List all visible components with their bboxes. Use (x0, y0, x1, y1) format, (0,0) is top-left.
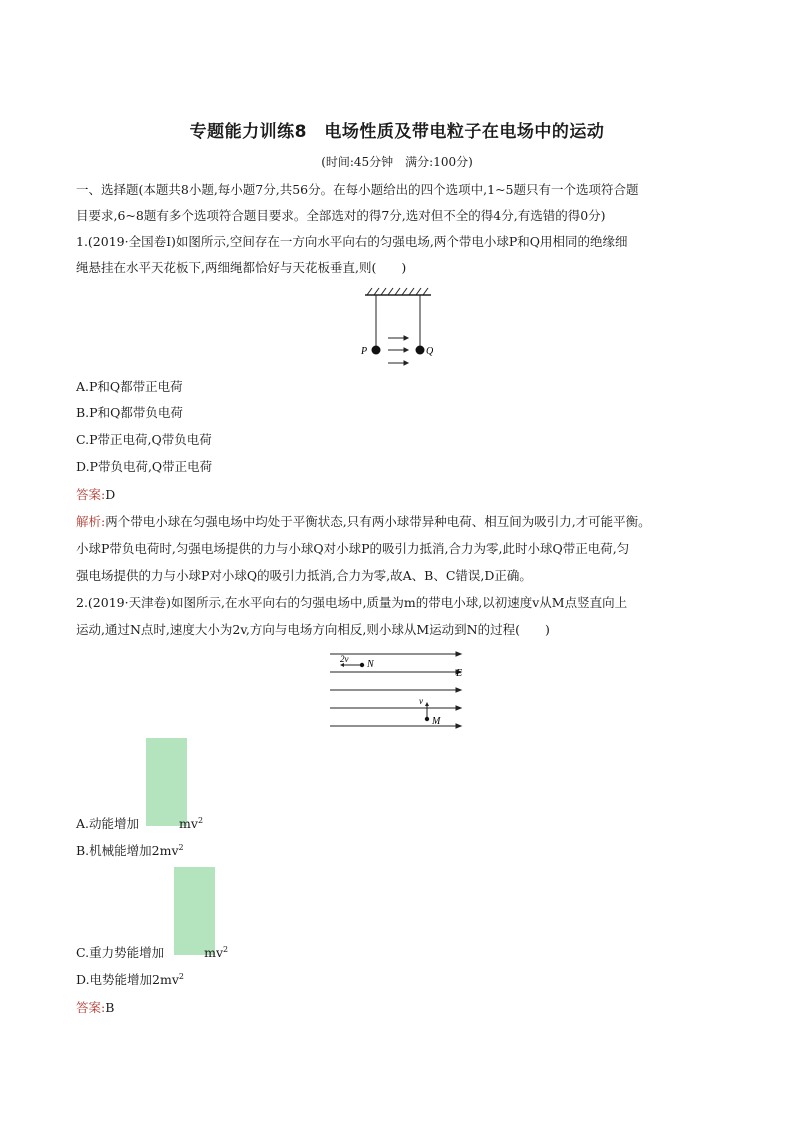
answer-label: 答案: (76, 487, 106, 502)
ball-q (416, 346, 425, 355)
q1-answer (76, 486, 115, 504)
q2-option-d: D.电势能增加$2mv^2$ (76, 971, 185, 987)
label-q: Q (426, 346, 434, 357)
point-n (360, 663, 364, 667)
q2-stem-line-1: 2.(2019·天津卷)如图所示,在水平向右的匀强电场中,质量为m的带电小球,以初速度v从M点竖直向上 (76, 595, 628, 610)
analysis-label: 解析: (76, 514, 106, 529)
label-n: N (367, 659, 374, 670)
q1-analysis-line-2: 小球P带负电荷时,匀强电场提供的力与小球Q对小球P的吸引力抵消,合力为零,此时小球Q带正电荷,匀 (76, 541, 630, 556)
label-2v: 2v (340, 654, 349, 664)
q1-analysis-line-3: 强电场提供的力与小球P对小球Q的吸引力抵消,合力为零,故A、B、C错误,D正确。 (76, 568, 532, 583)
q2-option-b: B.机械能增加$2mv^2$ (76, 842, 184, 858)
q1-analysis-line-1 (76, 513, 651, 531)
answer-value: B (105, 1000, 115, 1015)
q1-stem-line-2: 绳悬挂在水平天花板下,两细绳都恰好与天花板垂直,则( ) (76, 260, 407, 275)
formula-placeholder-c (174, 867, 215, 955)
answer-value: D (105, 487, 116, 502)
q1-option-c: C.P带正电荷,Q带负电荷 (76, 432, 212, 447)
label-p: P (361, 346, 368, 357)
label-e: E (456, 668, 463, 679)
page-title: 专题能力训练8 电场性质及带电粒子在电场中的运动 (189, 122, 605, 142)
q1-pendulum-figure (355, 286, 445, 372)
answer-label: 答案: (76, 1000, 106, 1015)
q2-option-c: C.重力势能增加 $mv^2$ (76, 944, 229, 960)
label-m: M (432, 716, 441, 727)
q1-option-a: A.P和Q都带正电荷 (76, 379, 183, 394)
q2-field-figure (326, 650, 470, 732)
page-subtitle: (时间:45分钟 满分:100分) (321, 155, 473, 169)
q2-option-a: A.动能增加 $mv^2$ (76, 815, 204, 831)
q1-option-b: B.P和Q都带负电荷 (76, 405, 183, 420)
ball-p (372, 346, 381, 355)
q1-stem-line-1: 1.(2019·全国卷Ⅰ)如图所示,空间存在一方向水平向右的匀强电场,两个带电小球P和Q用相同的绝缘细 (76, 234, 628, 249)
q2-stem-line-2: 运动,通过N点时,速度大小为2v,方向与电场方向相反,则小球从M运动到N的过程( ) (76, 622, 550, 637)
velocity-v-arrow (425, 702, 429, 706)
analysis-text-1: 两个带电小球在匀强电场中均处于平衡状态,只有两小球带异种电荷、相互间为吸引力,才可能平衡。 (105, 514, 651, 529)
section-intro-line-1: 一、选择题(本题共8小题,每小题7分,共56分。在每小题给出的四个选项中,1~5题只有一个选项符合题 (76, 182, 639, 197)
point-m (425, 717, 429, 721)
field-lines (330, 652, 461, 728)
section-intro-line-2: 目要求,6~8题有多个选项符合题目要求。全部选对的得7分,选对但不全的得4分,有选错的得0分) (76, 208, 606, 223)
formula-placeholder-a (146, 738, 187, 826)
field-arrows (388, 336, 408, 365)
q2-answer (76, 999, 114, 1017)
label-v: v (419, 696, 423, 706)
q1-option-d: D.P带负电荷,Q带正电荷 (76, 459, 213, 474)
